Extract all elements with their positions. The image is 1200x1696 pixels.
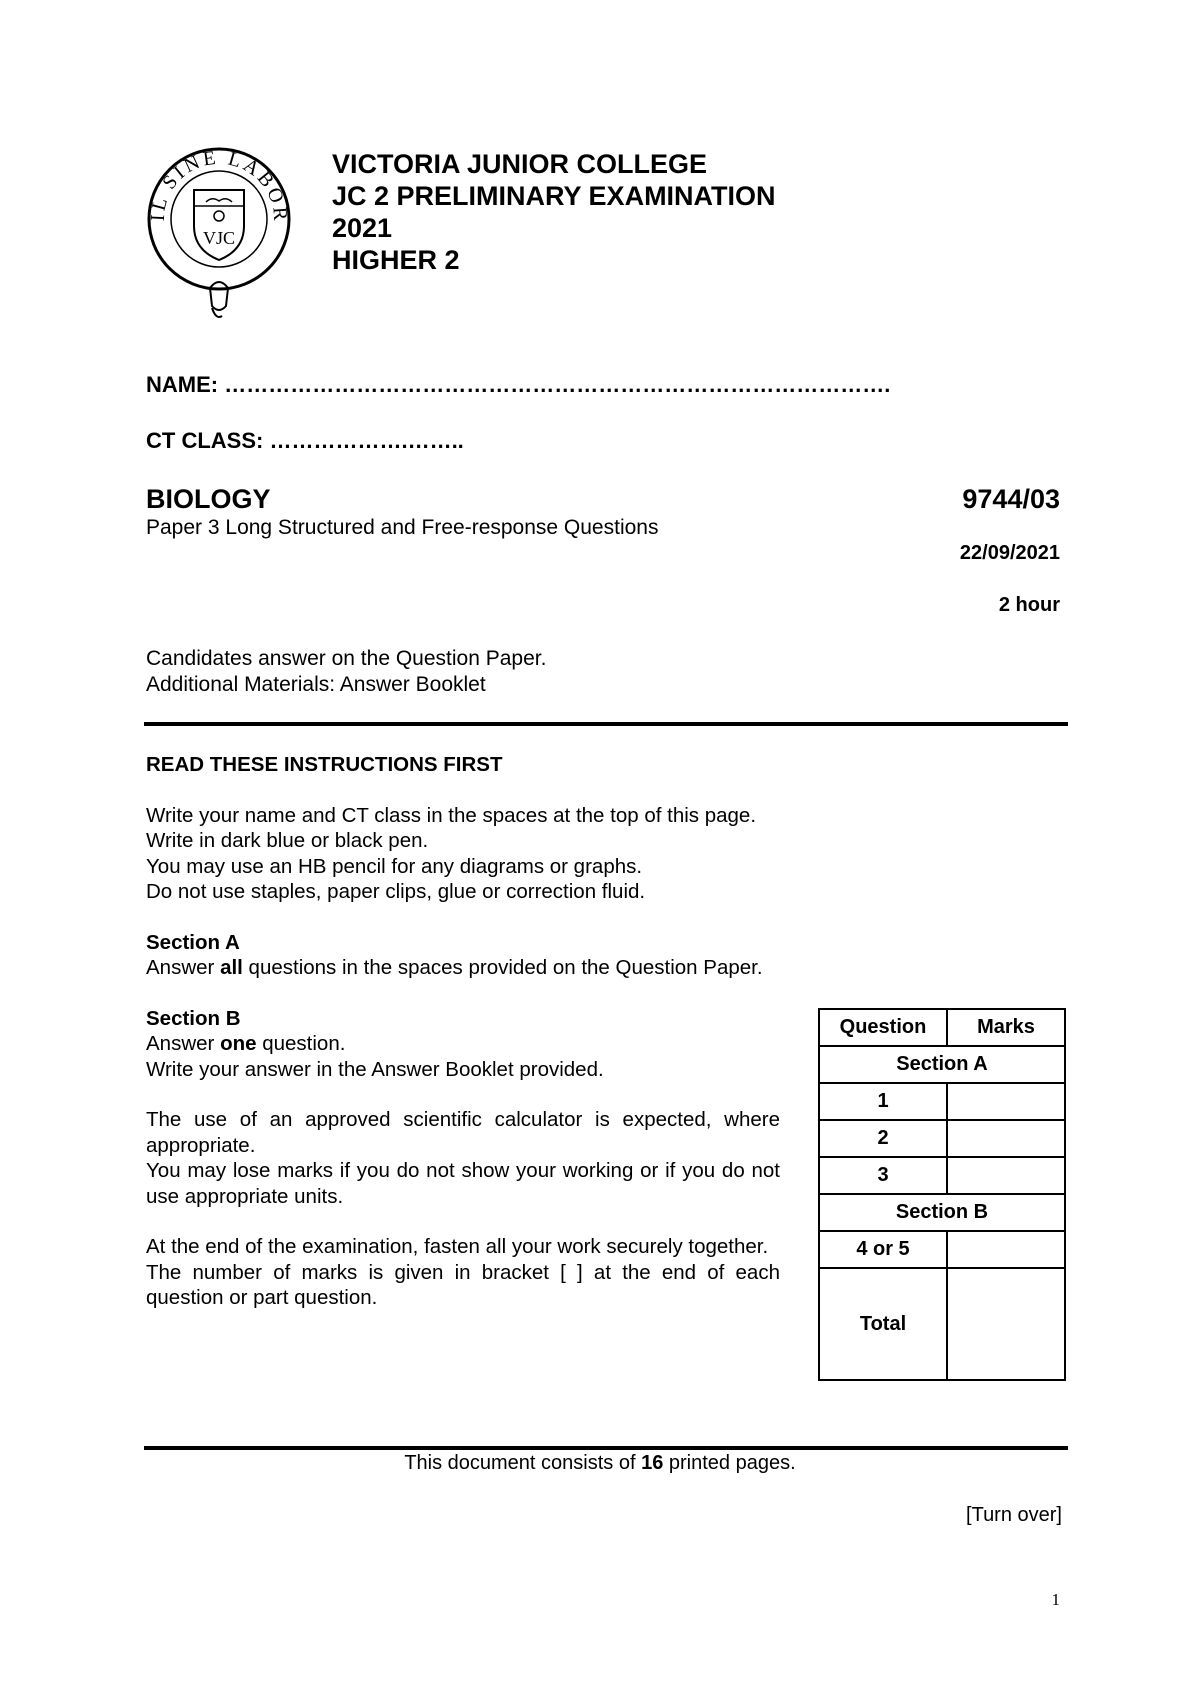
instruction-line: You may use an HB pencil for any diagrams or graphs. <box>146 854 643 878</box>
instructions-block <box>146 752 780 1311</box>
college-name: VICTORIA JUNIOR COLLEGE <box>332 149 708 179</box>
marks-cell[interactable] <box>947 1120 1065 1157</box>
marks-table <box>818 1008 1066 1381</box>
col-marks-header: Marks <box>947 1009 1065 1046</box>
total-marks-cell[interactable] <box>947 1268 1065 1380</box>
page-number: 1 <box>1051 1590 1060 1609</box>
subject-name: BIOLOGY <box>146 484 271 514</box>
instructions-heading: READ THESE INSTRUCTIONS FIRST <box>146 753 503 776</box>
exam-header <box>332 148 776 276</box>
question-cell: 4 or 5 <box>819 1231 947 1268</box>
question-cell: 3 <box>819 1157 947 1194</box>
section-a-row: Section A <box>819 1046 1065 1083</box>
name-dots: ………………………………………………………………………………. <box>224 372 891 397</box>
working-note: You may lose marks if you do not show your working or if you do not use appropriate units. <box>146 1159 780 1208</box>
section-b-row: Section B <box>819 1194 1065 1231</box>
crest-monogram: VJC <box>202 228 236 248</box>
class-dots: ……………….…….. <box>269 428 464 453</box>
question-cell: 1 <box>819 1083 947 1120</box>
exam-year: 2021 <box>332 213 393 243</box>
materials-line-1: Candidates answer on the Question Paper. <box>146 647 547 670</box>
class-field[interactable] <box>146 428 464 454</box>
instruction-line: Write your name and CT class in the spaces at the top of this page. <box>146 803 757 827</box>
section-b-title: Section B <box>146 1006 241 1030</box>
marks-cell[interactable] <box>947 1231 1065 1268</box>
crest-icon <box>146 146 292 324</box>
name-label: NAME: <box>146 372 219 397</box>
divider-top <box>144 722 1068 726</box>
subject-code: 9744/03 <box>962 484 1060 514</box>
materials-line-2: Additional Materials: Answer Booklet <box>146 673 486 696</box>
fasten-note: At the end of the examination, fasten all your work securely together. <box>146 1235 769 1258</box>
marks-note: The number of marks is given in bracket [ ] at the end of each question or part question. <box>146 1260 780 1309</box>
crest-motto: IL SINE LABOR <box>146 146 292 224</box>
exam-duration: 2 hour <box>998 594 1060 616</box>
question-cell: 2 <box>819 1120 947 1157</box>
paper-title: Paper 3 Long Structured and Free-response Questions <box>146 516 659 539</box>
college-crest <box>146 146 292 324</box>
marks-cell[interactable] <box>947 1157 1065 1194</box>
class-label: CT CLASS: <box>146 428 264 453</box>
materials-block <box>146 646 546 698</box>
marks-cell[interactable] <box>947 1083 1065 1120</box>
total-label: Total <box>819 1268 947 1380</box>
instruction-line: Do not use staples, paper clips, glue or correction fluid. <box>146 880 646 903</box>
divider-bottom <box>144 1446 1068 1450</box>
page-count-note: This document consists of 16 printed pages. <box>404 1452 796 1474</box>
exam-date: 22/09/2021 <box>959 542 1060 564</box>
col-question-header: Question <box>819 1009 947 1046</box>
instruction-line: Write in dark blue or black pen. <box>146 829 429 852</box>
section-b-text-2: Write your answer in the Answer Booklet provided. <box>146 1057 604 1081</box>
exam-level: HIGHER 2 <box>332 245 460 275</box>
turn-over: [Turn over] <box>966 1504 1062 1526</box>
exam-title: JC 2 PRELIMINARY EXAMINATION <box>332 181 776 211</box>
section-b-text: Answer one question. <box>146 1032 346 1055</box>
name-field[interactable] <box>146 372 890 398</box>
calculator-note: The use of an approved scientific calculator is expected, where appropriate. <box>146 1108 780 1157</box>
section-a-text: Answer all questions in the spaces provided on the Question Paper. <box>146 956 763 979</box>
section-a-title: Section A <box>146 930 240 954</box>
